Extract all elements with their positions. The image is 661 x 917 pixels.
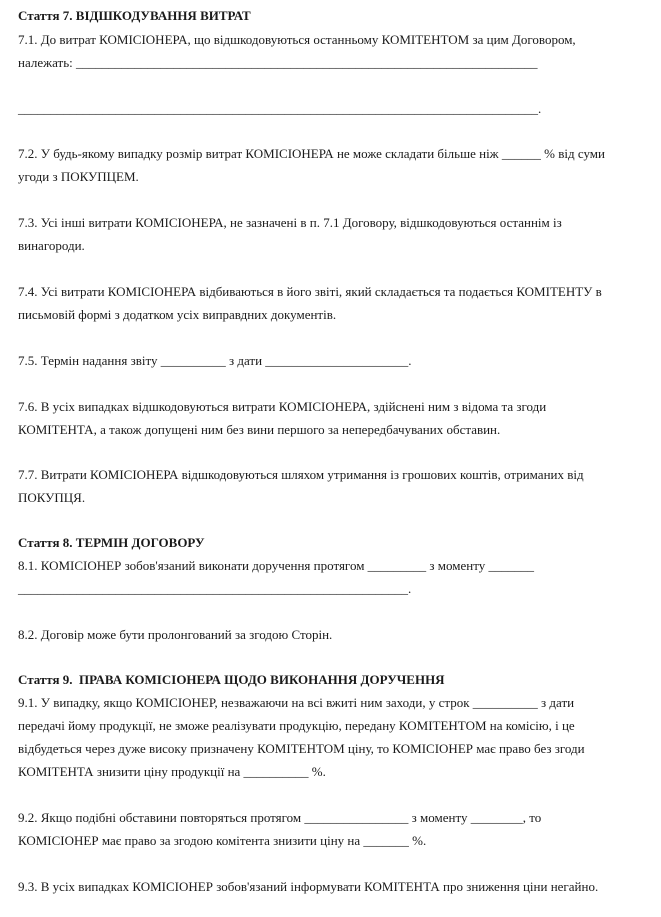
clause-9-1-line-4: КОМІТЕНТА знизити ціну продукції на __________ %. — [18, 764, 326, 779]
clause-7-6-line-2: КОМІТЕНТА, а також допущені ним без вини першого за непередбачуваних обставин. — [18, 422, 501, 437]
article-7-heading: Стаття 7. ВІДШКОДУВАННЯ ВИТРАТ — [18, 8, 251, 23]
clause-8-1-line-2: ____________________________________________________________. — [18, 581, 412, 596]
clause-8-1-line-1: 8.1. КОМІСІОНЕР зобов'язаний виконати доручення протягом _________ з моменту _______ — [18, 558, 534, 573]
clause-7-6-line-1: 7.6. В усіх випадках відшкодовуються витрати КОМІСІОНЕРА, здійснені ним з відома та згоди — [18, 399, 547, 414]
clause-7-7-line-1: 7.7. Витрати КОМІСІОНЕРА відшкодовуються шляхом утримання із грошових коштів, отриманих від — [18, 467, 584, 482]
clause-9-1-line-3: відбудеться через дуже високу призначену КОМІТЕНТОМ ціну, то КОМІСІОНЕР має право без згоди — [18, 741, 585, 756]
article-9-heading: Стаття 9. ПРАВА КОМІСІОНЕРА ЩОДО ВИКОНАННЯ ДОРУЧЕННЯ — [18, 672, 445, 687]
clause-7-2-line-2: угоди з ПОКУПЦЕМ. — [18, 169, 139, 184]
clause-7-7-line-2: ПОКУПЦЯ. — [18, 490, 86, 505]
clause-7-4-line-1: 7.4. Усі витрати КОМІСІОНЕРА відбиваються в його звіті, який складається та подається КОМІТЕНТУ в — [18, 284, 602, 299]
clause-7-4-line-2: письмовій формі з додатком усіх виправдних документів. — [18, 307, 337, 322]
clause-7-5-line-1: 7.5. Термін надання звіту __________ з дати ______________________. — [18, 353, 412, 368]
clause-9-2-line-1: 9.2. Якщо подібні обставини повторяться протягом ________________ з моменту ________, то — [18, 810, 542, 825]
clause-7-1-line-1: 7.1. До витрат КОМІСІОНЕРА, що відшкодовуються останньому КОМІТЕНТОМ за цим Договором, — [18, 32, 576, 47]
clause-8-2-line-1: 8.2. Договір може бути пролонгований за згодою Сторін. — [18, 627, 333, 642]
clause-9-1-line-1: 9.1. У випадку, якщо КОМІСІОНЕР, незважаючи на всі вжиті ним заходи, у строк __________ з дати — [18, 695, 575, 710]
clause-7-3-line-2: винагороди. — [18, 238, 85, 253]
clause-7-3-line-1: 7.3. Усі інші витрати КОМІСІОНЕРА, не зазначені в п. 7.1 Договору, відшкодовуються останнім із — [18, 215, 562, 230]
clause-9-2-line-2: КОМІСІОНЕР має право за згодою комітента знизити ціну на _______ %. — [18, 833, 427, 848]
clause-7-1-line-3: ________________________________________________________________________________. — [18, 101, 542, 116]
clause-9-3-line-1: 9.3. В усіх випадках КОМІСІОНЕР зобов'язаний інформувати КОМІТЕНТА про зниження ціни негайно. — [18, 879, 599, 894]
clause-9-1-line-2: передачі йому продукції, не зможе реалізувати продукцію, передану КОМІТЕНТОМ на комісію, і це — [18, 718, 575, 733]
clause-7-1-line-2: належать: _______________________________________________________________________ — [18, 55, 538, 70]
clause-7-2-line-1: 7.2. У будь-якому випадку розмір витрат КОМІСІОНЕРА не може складати більше ніж ______ % від суми — [18, 146, 605, 161]
article-8-heading: Стаття 8. ТЕРМІН ДОГОВОРУ — [18, 535, 205, 550]
